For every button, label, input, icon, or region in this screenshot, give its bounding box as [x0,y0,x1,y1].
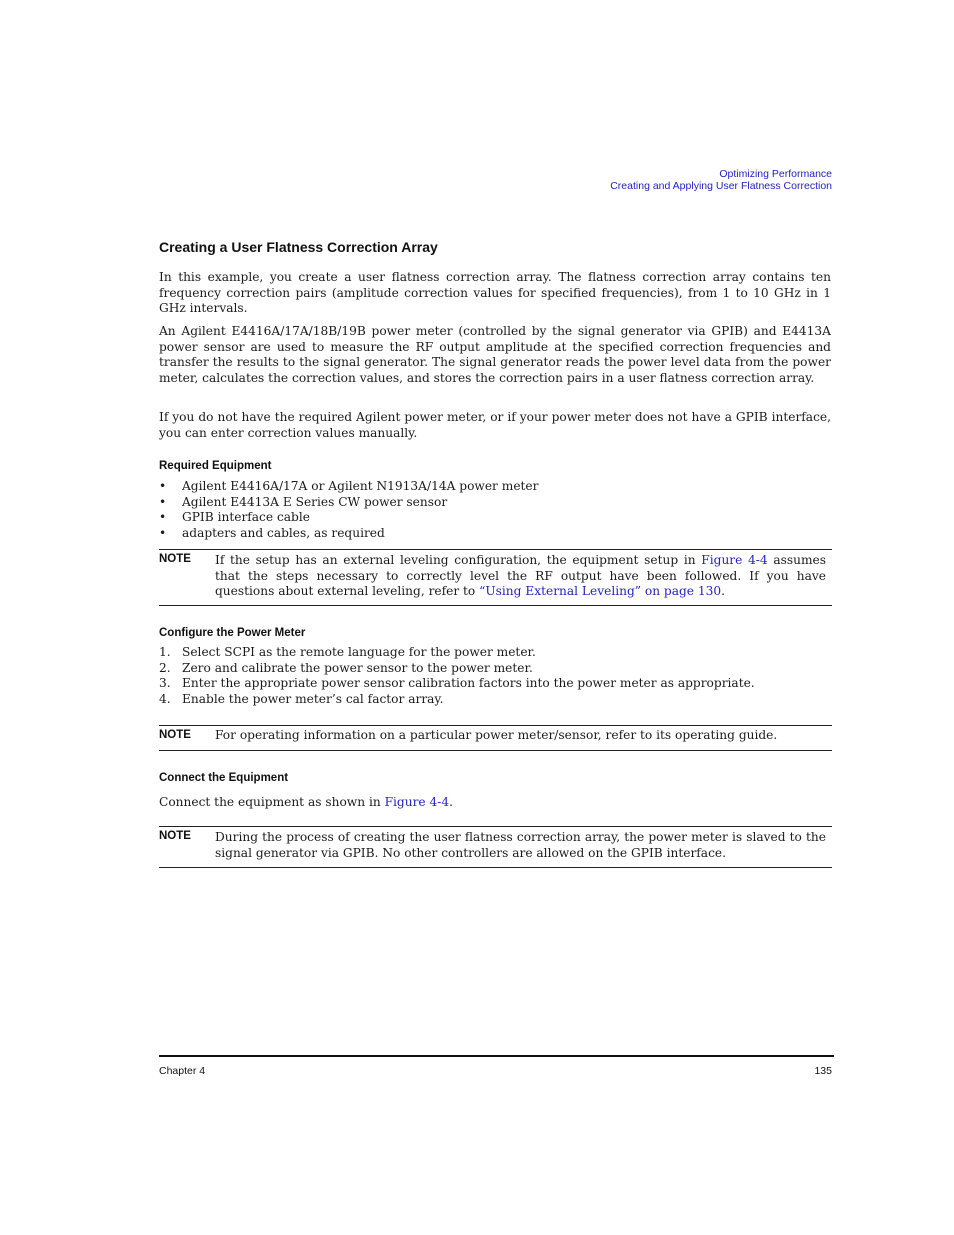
note-text: If the setup has an external leveling configuration, the equipment setup in Figure 4-4 assumes that the steps necessary to correctly level the RF output have been followed. If you have questions about external leveling, refer to “Using External Leveling” on page 130. [215,553,826,598]
figure-link[interactable]: Figure 4-4 [701,553,768,567]
figure-link[interactable]: Figure 4-4 [384,795,450,809]
list-item: • GPIB interface cable [159,510,310,524]
header-section[interactable]: Optimizing Performance [719,168,832,180]
list-item: 1. Select SCPI as the remote language for the power meter. [159,645,536,659]
paragraph-manual: If you do not have the required Agilent power meter, or if your power meter does not have a GPIB interface, you can enter correction values manually. [159,410,831,440]
list-item: • Agilent E4413A E Series CW power sensor [159,494,448,509]
note-label: NOTE [159,729,191,741]
bullet: • [159,525,167,540]
required-equipment-list [159,479,538,541]
section-title: Creating a User Flatness Correction Array [159,239,438,255]
bullet: • [159,510,167,524]
footer-page-number: 135 [814,1065,832,1077]
required-equipment-heading: Required Equipment [159,460,272,472]
running-header [610,168,832,192]
note-external-leveling [159,549,832,606]
list-item: 2. Zero and calibrate the power sensor to the power meter. [159,660,533,675]
bullet: • [159,479,167,493]
note-label: NOTE [159,553,191,565]
connect-text: Connect the equipment as shown in Figure 4-4. [159,795,453,809]
note-text: For operating information on a particular power meter/sensor, refer to its operating guide. [215,728,778,742]
footer-chapter: Chapter 4 [159,1065,206,1077]
note-text: During the process of creating the user flatness correction array, the power meter is slaved to the signal generator via GPIB. No other controllers are allowed on the GPIB interface. [215,830,826,860]
footer-rule [159,1055,834,1057]
list-item: 4. Enable the power meter’s cal factor array. [159,691,444,706]
note-operating-info [159,725,832,751]
connect-heading: Connect the Equipment [159,772,289,784]
configure-steps [159,645,755,707]
header-subsection[interactable]: Creating and Applying User Flatness Correction [610,180,832,192]
list-item: • adapters and cables, as required [159,525,385,540]
bullet: • [159,494,167,509]
external-leveling-link[interactable]: “Using External Leveling” on page 130 [479,584,722,598]
list-item: 3. Enter the appropriate power sensor calibration factors into the power meter as appropriate. [159,676,755,690]
note-label: NOTE [159,830,191,842]
list-item: • Agilent E4416A/17A or Agilent N1913A/14A power meter [159,479,539,493]
paragraph-setup: An Agilent E4416A/17A/18B/19B power meter (controlled by the signal generator via GPIB) and E4413A power sensor are used to measure the RF output amplitude at the specified correction frequencies and transfer the results to the signal generator. The signal generator reads the power level data from the power meter, calculates the correction values, and stores the correction pairs in a user flatness correction array. [159,324,831,385]
configure-heading: Configure the Power Meter [159,627,306,639]
note-gpib [159,826,832,868]
paragraph-intro: In this example, you create a user flatness correction array. The flatness correction array contains ten frequency correction pairs (amplitude correction values for specified frequencies), from 1 to 10 GHz in 1 GHz intervals. [159,270,831,315]
